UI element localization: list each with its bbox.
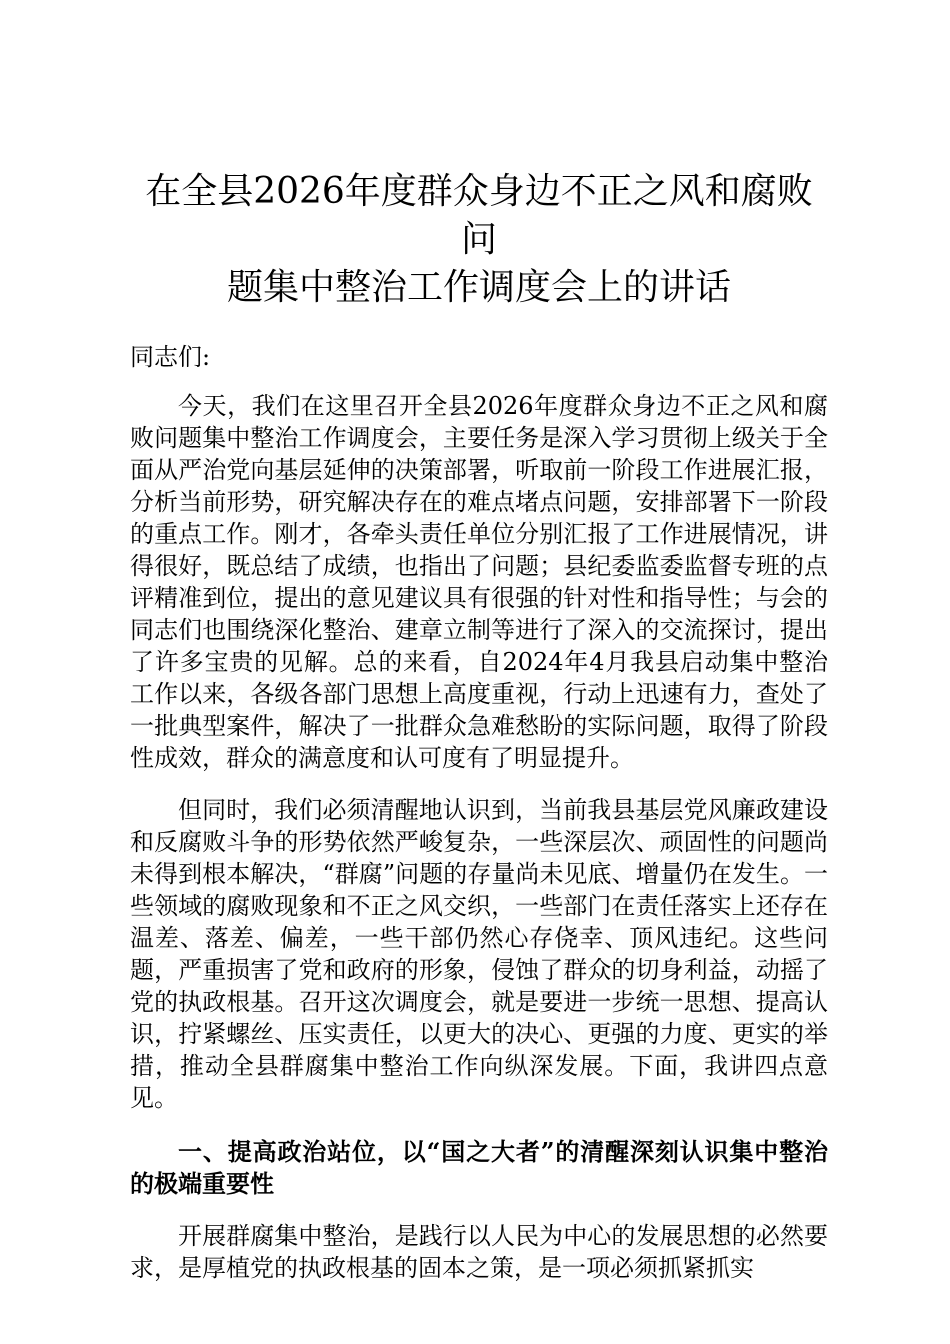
document-title	[130, 168, 828, 312]
title-line-2: 题集中整治工作调度会上的讲话	[226, 267, 731, 308]
salutation: 同志们:	[130, 343, 211, 371]
body-paragraph-3: 开展群腐集中整治，是践行以人民为中心的发展思想的必然要求，是厚植党的执政根基的固本之策，是一项必须抓紧抓实	[130, 1222, 828, 1282]
section-heading-1: 一、提高政治站位，以“国之大者”的清醒深刻认识集中整治的极端重要性	[130, 1137, 828, 1198]
body-paragraph-1: 今天，我们在这里召开全县2026年度群众身边不正之风和腐败问题集中整治工作调度会，主要任务是深入学习贯彻上级关于全面从严治党向基层延伸的决策部署，听取前一阶段工作进展汇报，分析当前形势，研究解决存在的难点堵点问题，安排部署下一阶段的重点工作。刚才，各牵头责任单位分别汇报了工作进展情况，讲得很好，既总结了成绩，也指出了问题；县纪委监委监督专班的点评精准到位，提出的意见建议具有很强的针对性和指导性；与会的同志们也围绕深化整治、建章立制等进行了深入的交流探讨，提出了许多宝贵的见解。总的来看，自2024年4月我县启动集中整治工作以来，各级各部门思想上高度重视，行动上迅速有力，查处了一批典型案件，解决了一批群众急难愁盼的实际问题，取得了阶段性成效，群众的满意度和认可度有了明显提升。	[130, 392, 828, 772]
title-line-1: 在全县2026年度群众身边不正之风和腐败问	[145, 171, 813, 260]
document-page	[130, 168, 828, 1328]
body-paragraph-2: 但同时，我们必须清醒地认识到，当前我县基层党风廉政建设和反腐败斗争的形势依然严峻复杂，一些深层次、顽固性的问题尚未得到根本解决，“群腐”问题的存量尚未见底、增量仍在发生。一些领域的腐败现象和不正之风交织，一些部门在责任落实上还存在温差、落差、偏差，一些干部仍然心存侥幸、顶风违纪。这些问题，严重损害了党和政府的形象，侵蚀了群众的切身利益，动摇了党的执政根基。召开这次调度会，就是要进一步统一思想、提高认识，拧紧螺丝、压实责任，以更大的决心、更强的力度、更实的举措，推动全县群腐集中整治工作向纵深发展。下面，我讲四点意见。	[130, 796, 828, 1112]
